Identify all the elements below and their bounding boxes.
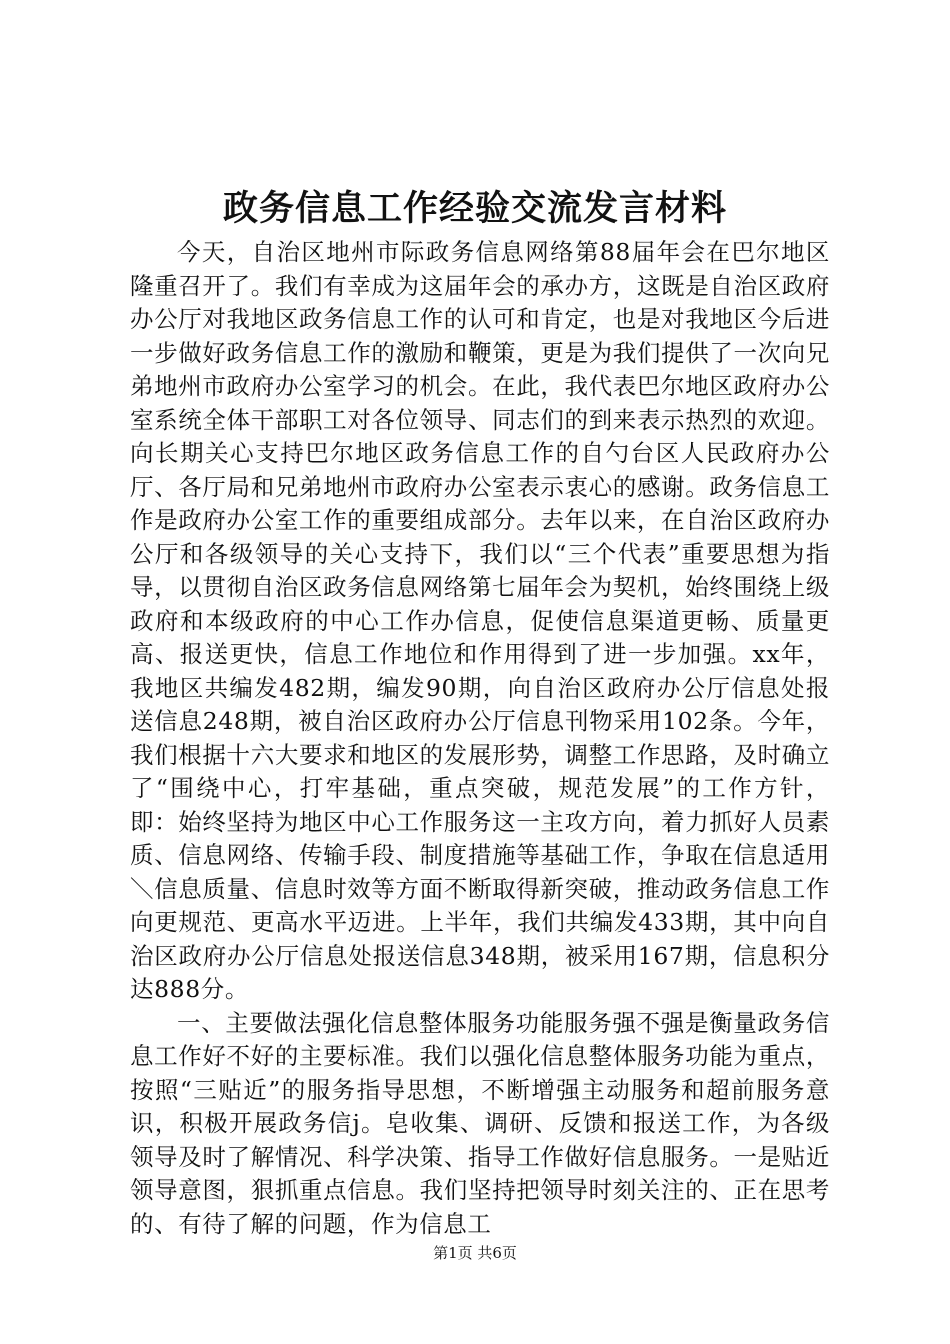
paragraph: 一、主要做法强化信息整体服务功能服务强不强是衡量政务信息工作好不好的主要标准。我们以强化信息整体服务功能为重点，按照“三贴近”的服务指导思想，不断增强主动服务和超前服务意识，积极开展政务信j。皂收集、调研、反馈和报送工作，为各级领导及时了解情况、科学决策、指导工作做好信息服务。一是贴近领导意图，狠抓重点信息。我们坚持把领导时刻关注的、正在思考的、有待了解的问题，作为信息工 xyxy=(130,1008,830,1238)
document-title: 政务信息工作经验交流发言材料 xyxy=(222,188,727,229)
page-number: 第1页 共6页 xyxy=(433,1244,517,1262)
document-body xyxy=(130,236,830,1241)
page-footer xyxy=(0,1243,950,1263)
paragraph: 今天，自治区地州市际政务信息网络第88届年会在巴尔地区隆重召开了。我们有幸成为这届年会的承办方，这既是自治区政府办公厅对我地区政务信息工作的认可和肯定，也是对我地区今后进一步做好政务信息工作的激励和鞭策，更是为我们提供了一次向兄弟地州市政府办公室学习的机会。在此，我代表巴尔地区政府办公室系统全体干部职工对各位领导、同志们的到来表示热烈的欢迎。向长期关心支持巴尔地区政务信息工作的自勺台区人民政府办公厅、各厅局和兄弟地州市政府办公室表示衷心的感谢。政务信息工作是政府办公室工作的重要组成部分。去年以来，在自治区政府办公厅和各级领导的关心支持下，我们以“三个代表”重要思想为指导，以贯彻自治区政务信息网络第七届年会为契机，始终围绕上级政府和本级政府的中心工作办信息，促使信息渠道更畅、质量更高、报送更快，信息工作地位和作用得到了进一步加强。xx年，我地区共编发482期，编发90期，向自治区政府办公厅信息处报送信息248期，被自治区政府办公厅信息刊物采用102条。今年，我们根据十六大要求和地区的发展形势，调整工作思路，及时确立了“围绕中心，打牢基础，重点突破，规范发展”的工作方针，即：始终坚持为地区中心工作服务这一主攻方向，着力抓好人员素质、信息网络、传输手段、制度措施等基础工作，争取在信息适用＼信息质量、信息时效等方面不断取得新突破，推动政务信息工作向更规范、更高水平迈进。上半年，我们共编发433期，其中向自治区政府办公厅信息处报送信息348期，被采用167期，信息积分达888分。 xyxy=(130,238,830,1003)
